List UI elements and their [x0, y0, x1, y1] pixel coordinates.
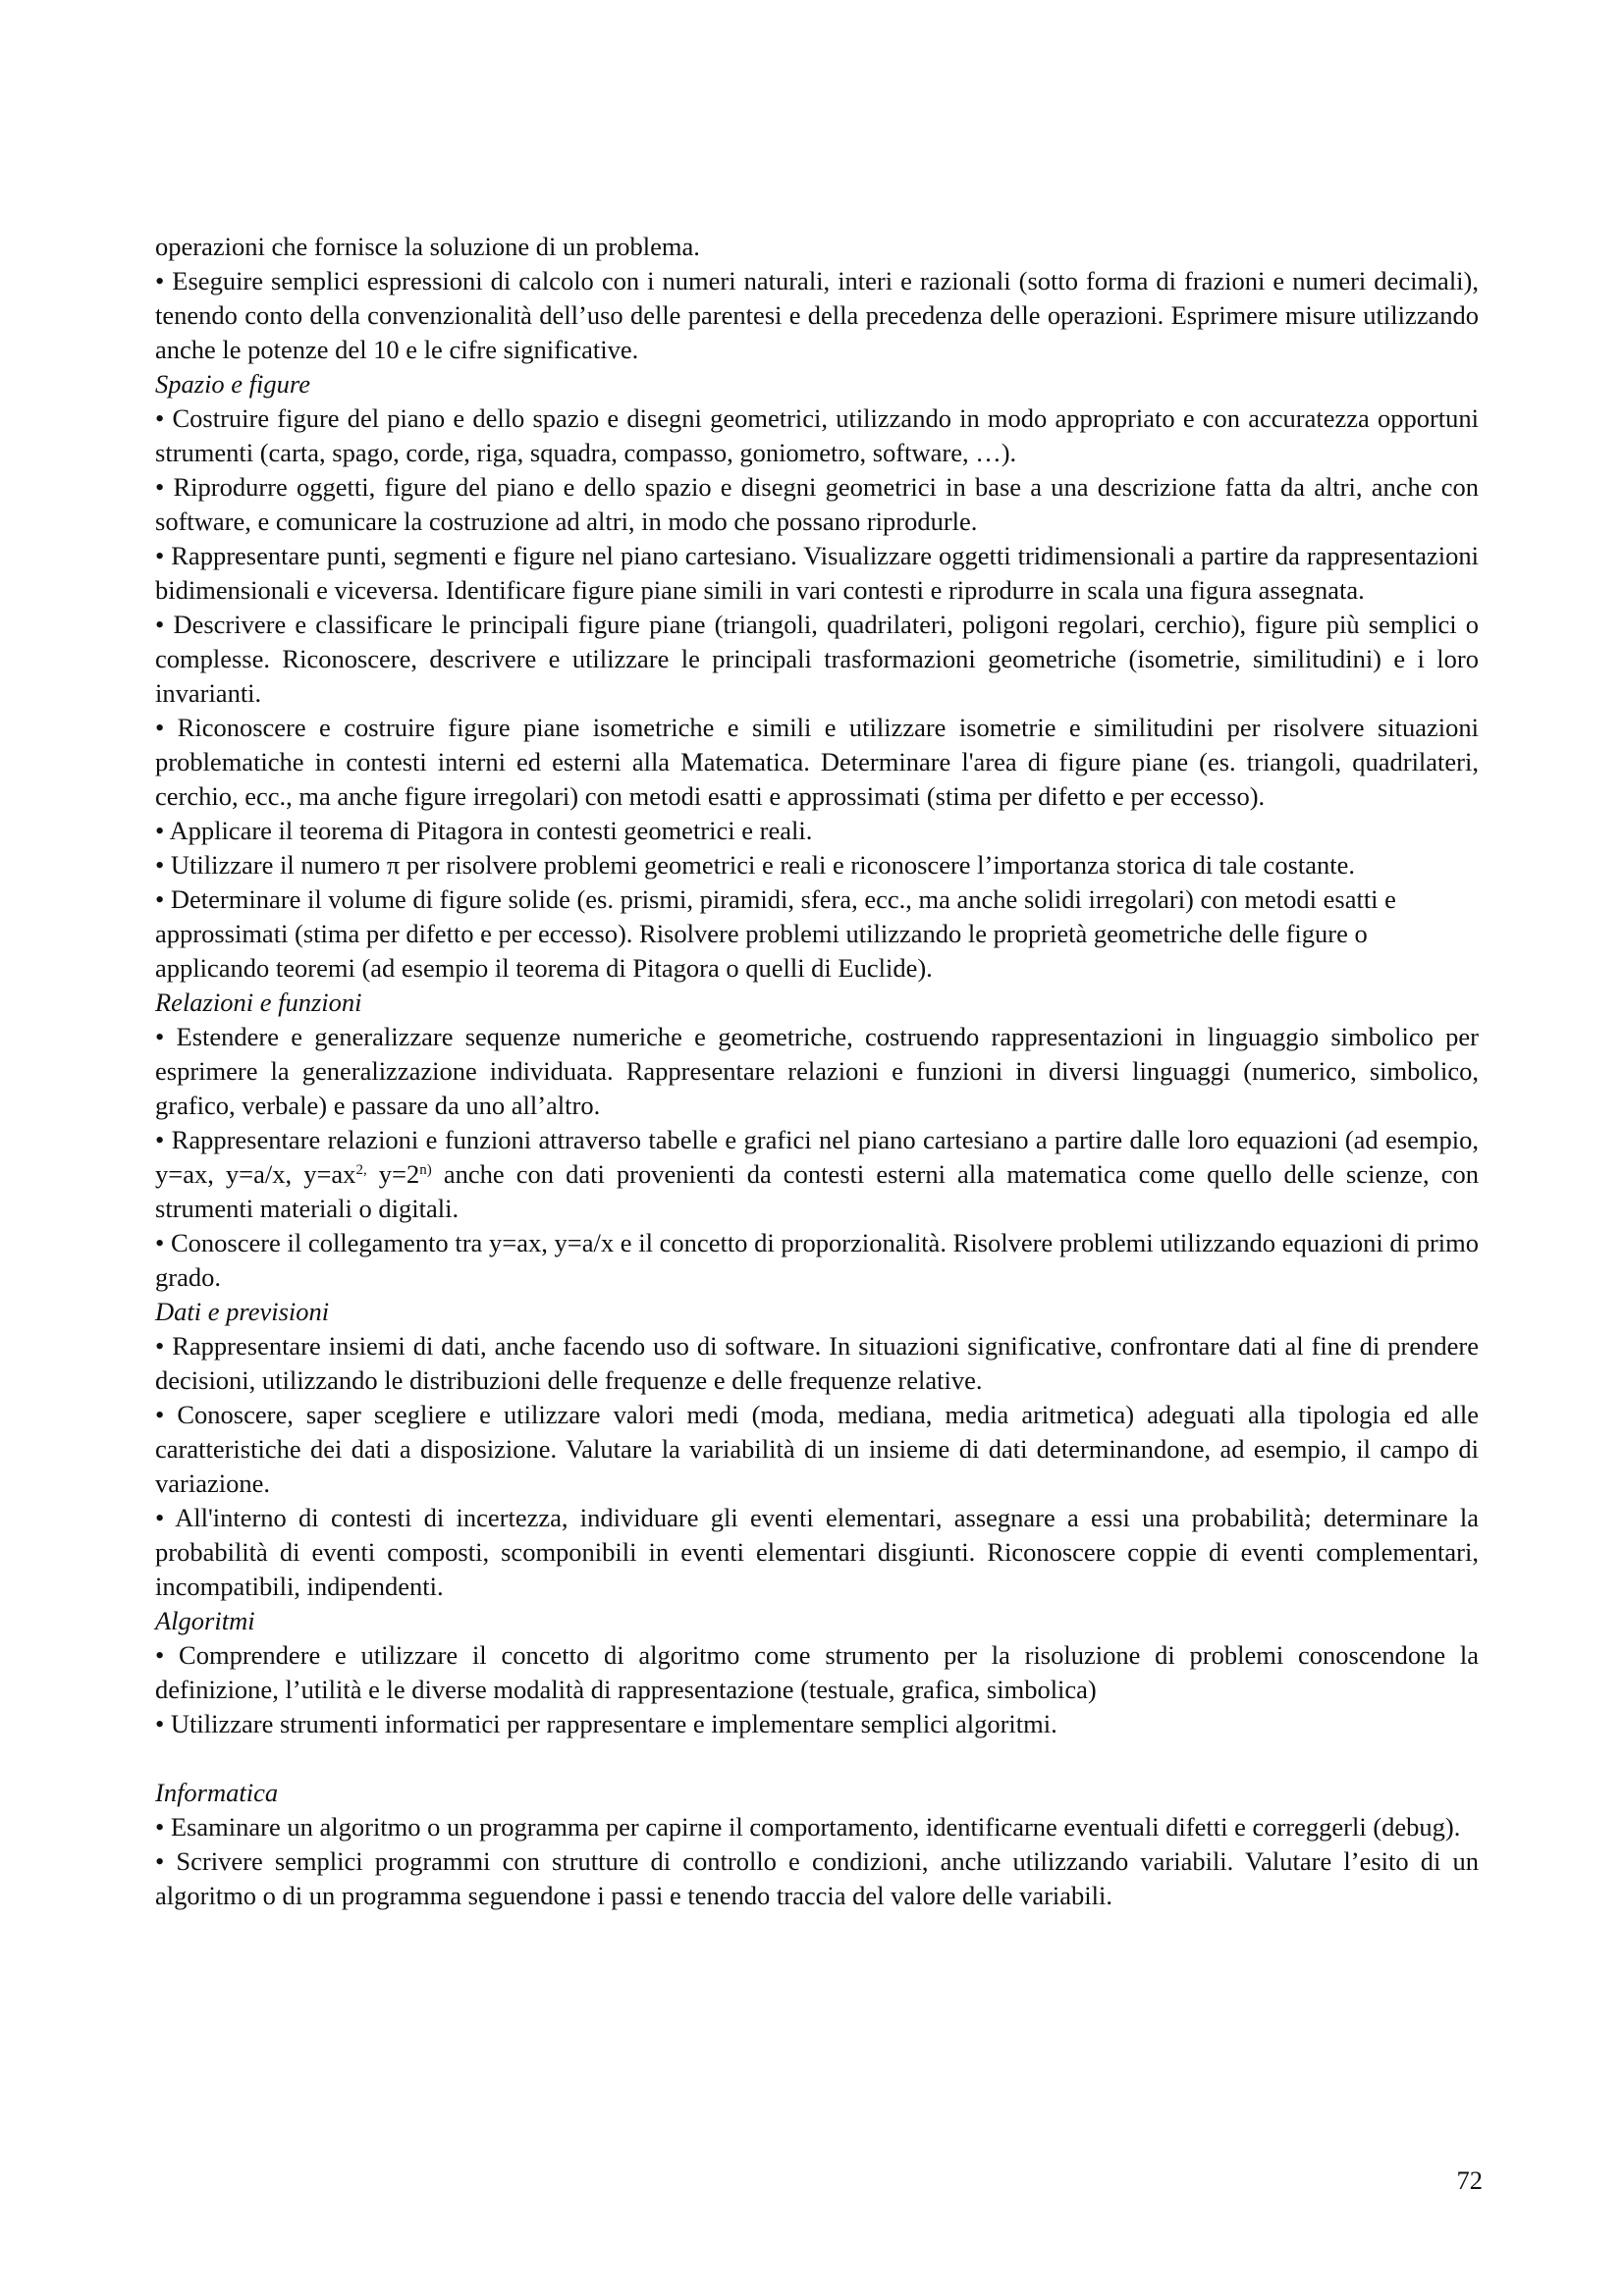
algoritmi-item-1: • Comprendere e utilizzare il concetto di algoritmo come strumento per la risoluzione di problemi conoscendone la definizione, l’utilità e le diverse modalità di rappresentazione (testuale, grafica, simbolica) [155, 1640, 1479, 1704]
informatica-item-1: • Esaminare un algoritmo o un programma per capirne il comportamento, identificarne eventuali difetti e correggerli (debug). [155, 1812, 1461, 1842]
intro-line: operazioni che fornisce la soluzione di un problema. [155, 232, 700, 261]
section-title-dati: Dati e previsioni [155, 1297, 330, 1326]
section-title-relazioni: Relazioni e funzioni [155, 988, 362, 1017]
superscript-n: n) [419, 1162, 432, 1178]
spazio-item-4: • Descrivere e classificare le principali figure piane (triangoli, quadrilateri, poligoni regolari, cerchio), figure più semplici o complesse. Riconoscere, descrivere e utilizzare le principali trasformazioni geometriche (isometrie, similitudini) e i loro invarianti. [155, 610, 1479, 708]
dati-item-2: • Conoscere, saper scegliere e utilizzare valori medi (moda, mediana, media aritmetica) adeguati alla tipologia ed alle caratteristiche dei dati a disposizione. Valutare la variabilità di un insieme di dati determinandone, ad esempio, il campo di variazione. [155, 1400, 1479, 1498]
algoritmi-item-2: • Utilizzare strumenti informatici per rappresentare e implementare semplici algoritmi. [155, 1709, 1057, 1738]
informatica-item-2: • Scrivere semplici programmi con strutture di controllo e condizioni, anche utilizzando variabili. Valutare l’esito di un algoritmo o di un programma seguendone i passi e tenendo traccia del valore delle variabili. [155, 1846, 1479, 1910]
spazio-item-1: • Costruire figure del piano e dello spazio e disegni geometrici, utilizzando in modo appropriato e con accuratezza opportuni strumenti (carta, spago, corde, riga, squadra, compasso, goniometro, software, …). [155, 403, 1479, 467]
section-title-spazio: Spazio e figure [155, 369, 311, 399]
paragraph-spacer [155, 1741, 1479, 1776]
section-title-algoritmi: Algoritmi [155, 1606, 255, 1635]
relazioni-item-2-text-a: • Rappresentare relazioni e funzioni attraverso tabelle e grafici nel piano cartesiano a partire dalle loro equazioni (ad esempio, y=ax, y=a/x, y=ax [155, 1125, 1479, 1189]
superscript-squared: 2, [355, 1162, 367, 1178]
spazio-item-2: • Riprodurre oggetti, figure del piano e dello spazio e disegni geometrici in base a una descrizione fatta da altri, anche con software, e comunicare la costruzione ad altri, in modo che possano riprodurle. [155, 472, 1479, 536]
dati-item-3: • All'interno di contesti di incertezza, individuare gli eventi elementari, assegnare a essi una probabilità; determinare la probabilità di eventi composti, scomponibili in eventi elementari disgiunti. Riconoscere coppie di eventi complementari, incompatibili, indipendenti. [155, 1503, 1479, 1601]
relazioni-item-2-text-c: anche con dati provenienti da contesti esterni alla matematica come quello delle scienze, con strumenti materiali o digitali. [155, 1159, 1479, 1223]
spazio-item-7: • Utilizzare il numero π per risolvere problemi geometrici e reali e riconoscere l’importanza storica di tale costante. [155, 850, 1356, 880]
spazio-item-8: • Determinare il volume di figure solide (es. prismi, piramidi, sfera, ecc., ma anche solidi irregolari) con metodi esatti e approssimati (stima per difetto e per eccesso). Risolvere problemi utilizzando le proprietà geometriche delle figure o applicando teoremi (ad esempio il teorema di Pitagora o quelli di Euclide). [155, 884, 1396, 983]
spazio-item-5: • Riconoscere e costruire figure piane isometriche e simili e utilizzare isometrie e similitudini per risolvere situazioni problematiche in contesti interni ed esterni alla Matematica. Determinare l'area di figure piane (es. triangoli, quadrilateri, cerchio, ecc., ma anche figure irregolari) con metodi esatti e approssimati (stima per difetto e per eccesso). [155, 713, 1479, 811]
spazio-item-6: • Applicare il teorema di Pitagora in contesti geometrici e reali. [155, 816, 813, 845]
dati-item-1: • Rappresentare insiemi di dati, anche facendo uso di software. In situazioni significative, confrontare dati al fine di prendere decisioni, utilizzando le distribuzioni delle frequenze e delle frequenze relative. [155, 1331, 1479, 1395]
numeri-item-1: • Eseguire semplici espressioni di calcolo con i numeri naturali, interi e razionali (sotto forma di frazioni e numeri decimali), tenendo conto della convenzionalità dell’uso delle parentesi e della precedenza delle operazioni. Esprimere misure utilizzando anche le potenze del 10 e le cifre significative. [155, 266, 1479, 364]
relazioni-item-3: • Conoscere il collegamento tra y=ax, y=a/x e il concetto di proporzionalità. Risolvere problemi utilizzando equazioni di primo grado. [155, 1228, 1479, 1292]
relazioni-item-2 [155, 1123, 1479, 1226]
section-title-informatica: Informatica [155, 1778, 279, 1807]
relazioni-item-2-text-b: y=2 [366, 1159, 420, 1189]
document-page [155, 230, 1479, 1913]
page-number: 72 [1456, 2165, 1483, 2195]
spazio-item-3: • Rappresentare punti, segmenti e figure nel piano cartesiano. Visualizzare oggetti tridimensionali a partire da rappresentazioni bidimensionali e viceversa. Identificare figure piane simili in vari contesti e riprodurre in scala una figura assegnata. [155, 541, 1479, 605]
relazioni-item-1: • Estendere e generalizzare sequenze numeriche e geometriche, costruendo rappresentazioni in linguaggio simbolico per esprimere la generalizzazione individuata. Rappresentare relazioni e funzioni in diversi linguaggi (numerico, simbolico, grafico, verbale) e passare da uno all’altro. [155, 1022, 1479, 1120]
